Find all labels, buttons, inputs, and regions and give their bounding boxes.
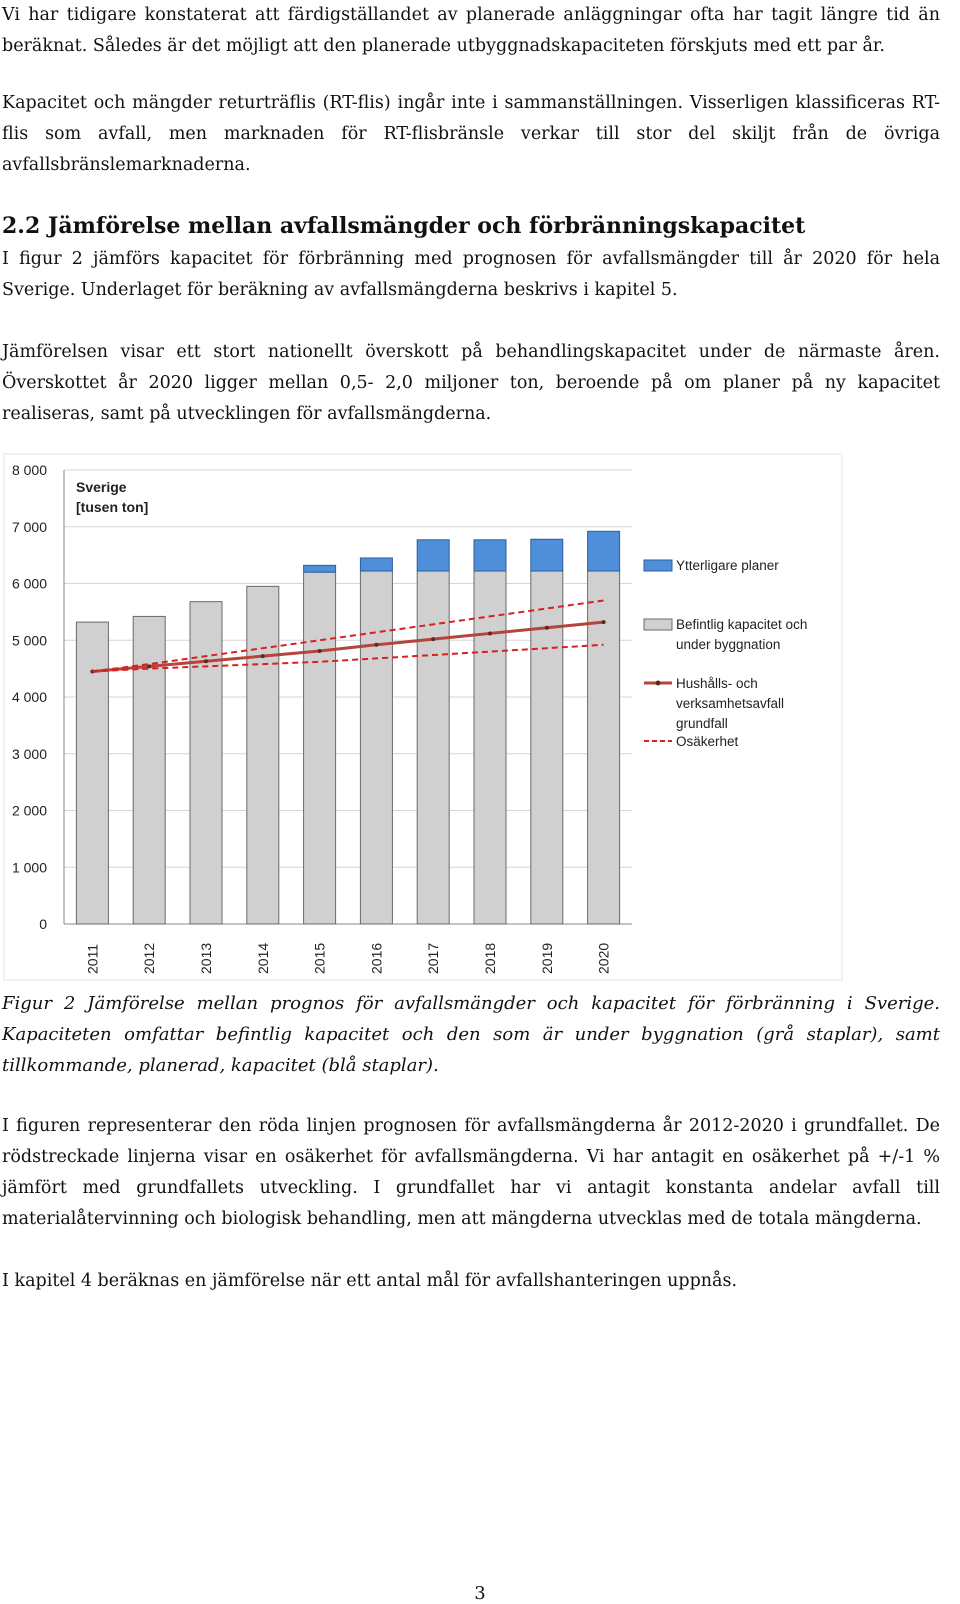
page-number: 3 [474, 1583, 486, 1604]
x-tick-label: 2013 [198, 942, 214, 974]
x-tick-label: 2012 [141, 942, 158, 974]
bar-befintlig [190, 602, 222, 924]
line-grundfall-point [488, 631, 492, 635]
bar-ytterligare [304, 565, 336, 572]
x-tick-label: 2014 [254, 942, 271, 974]
x-tick-label: 2017 [425, 942, 442, 974]
y-tick-label: 8 000 [11, 462, 47, 478]
line-grundfall-point [431, 637, 435, 641]
legend-swatch [644, 619, 672, 630]
intro-paragraph-1: Vi har tidigare konstaterat att färdigställandet av planerade anläggningar ofta har tagit längre tid än beräknat. Således är det möjligt att den planerade utbyggnadskapaciteten förskjuts med ett par år. [2, 5, 940, 56]
x-tick-label: 2018 [482, 942, 498, 974]
line-grundfall-point [545, 626, 549, 630]
x-tick-label: 2016 [368, 942, 385, 974]
bar-befintlig [531, 571, 563, 924]
line-grundfall-point [204, 659, 208, 663]
bar-befintlig [304, 572, 336, 924]
bar-befintlig [360, 571, 392, 924]
x-tick-label: 2020 [595, 942, 612, 974]
legend-swatch-point [656, 681, 661, 686]
legend-label: Befintlig kapacitet och [676, 617, 808, 632]
bar-ytterligare [417, 540, 449, 571]
bar-ytterligare [474, 540, 506, 571]
bottom-paragraph-2: I kapitel 4 beräknas en jämförelse när ett antal mål för avfallshanteringen uppnås. [2, 1271, 738, 1291]
chart-title: [tusen ton] [76, 499, 149, 515]
figure-caption: Figur 2 Jämförelse mellan prognos för avfallsmängder och kapacitet för förbränning i Sverige. Kapaciteten omfattar befintlig kapacitet och den som är under byggnation (grå staplar), samt tillkommande, planerad, kapacitet (blå staplar). [2, 993, 940, 1076]
y-tick-label: 3 000 [11, 745, 47, 762]
y-tick-label: 0 [39, 916, 47, 932]
bar-befintlig [76, 622, 108, 924]
bottom-paragraph-1: I figuren representerar den röda linjen prognosen för avfallsmängderna år 2012-2020 i grundfallet. De rödstreckade linjerna visar en osäkerhet för avfallsmängderna. Vi har antagit en osäkerhet på +/-1 % jämfört med grundfallets utveckling. I grundfallet har vi antagit konstanta andelar avfall till materialåtervinning och biologisk behandling, men att mängderna utvecklas med de totala mängderna. [2, 1116, 940, 1229]
body-paragraph-1: I figur 2 jämförs kapacitet för förbränning med prognosen för avfallsmängder till år 2020 för hela Sverige. Underlaget för beräkning av avfallsmängderna beskrivs i kapitel 5. [2, 249, 940, 300]
legend-label: verksamhetsavfall [676, 696, 785, 711]
legend-label: Ytterligare planer [676, 558, 779, 573]
line-grundfall-point [374, 643, 378, 647]
x-tick-label: 2019 [538, 942, 555, 974]
bar-befintlig [247, 586, 279, 924]
bar-ytterligare [588, 531, 620, 571]
legend-label: Hushålls- och [676, 676, 758, 691]
x-tick-label: 2015 [311, 942, 328, 974]
line-grundfall-point [318, 649, 322, 653]
legend-swatch [644, 560, 672, 571]
y-tick-label: 4 000 [11, 689, 47, 705]
intro-paragraph-2: Kapacitet och mängder returträflis (RT-flis) ingår inte i sammanställningen. Visserligen klassificeras RT-flis som avfall, men marknaden för RT-flisbränsle verkar till stor del skiljt från de övriga avfallsbränslemarknaderna. [2, 93, 940, 175]
bar-befintlig [133, 616, 165, 924]
body-paragraph-2: Jämförelsen visar ett stort nationellt överskott på behandlingskapacitet under de närmaste åren. Överskottet år 2020 ligger mellan 0,5- 2,0 miljoner ton, beroende på om planer på ny kapacitet realiseras, samt på utvecklingen för avfallsmängderna. [2, 342, 940, 424]
line-grundfall-point [602, 620, 606, 624]
y-tick-label: 1 000 [11, 859, 47, 876]
capacity-chart [0, 452, 860, 982]
section-heading: 2.2 Jämförelse mellan avfallsmängder och förbränningskapacitet [2, 213, 806, 239]
bar-ytterligare [360, 558, 392, 571]
legend-label: Osäkerhet [676, 734, 739, 749]
bar-befintlig [474, 571, 506, 924]
y-tick-label: 2 000 [11, 802, 47, 819]
y-tick-label: 7 000 [11, 518, 47, 535]
y-tick-label: 5 000 [11, 632, 47, 649]
legend-label: grundfall [676, 716, 728, 731]
legend-label: under byggnation [676, 637, 781, 652]
chart-title: Sverige [76, 479, 127, 495]
y-tick-label: 6 000 [11, 575, 47, 592]
bar-ytterligare [531, 539, 563, 571]
line-grundfall-point [261, 654, 265, 658]
x-tick-label: 2011 [84, 943, 101, 974]
